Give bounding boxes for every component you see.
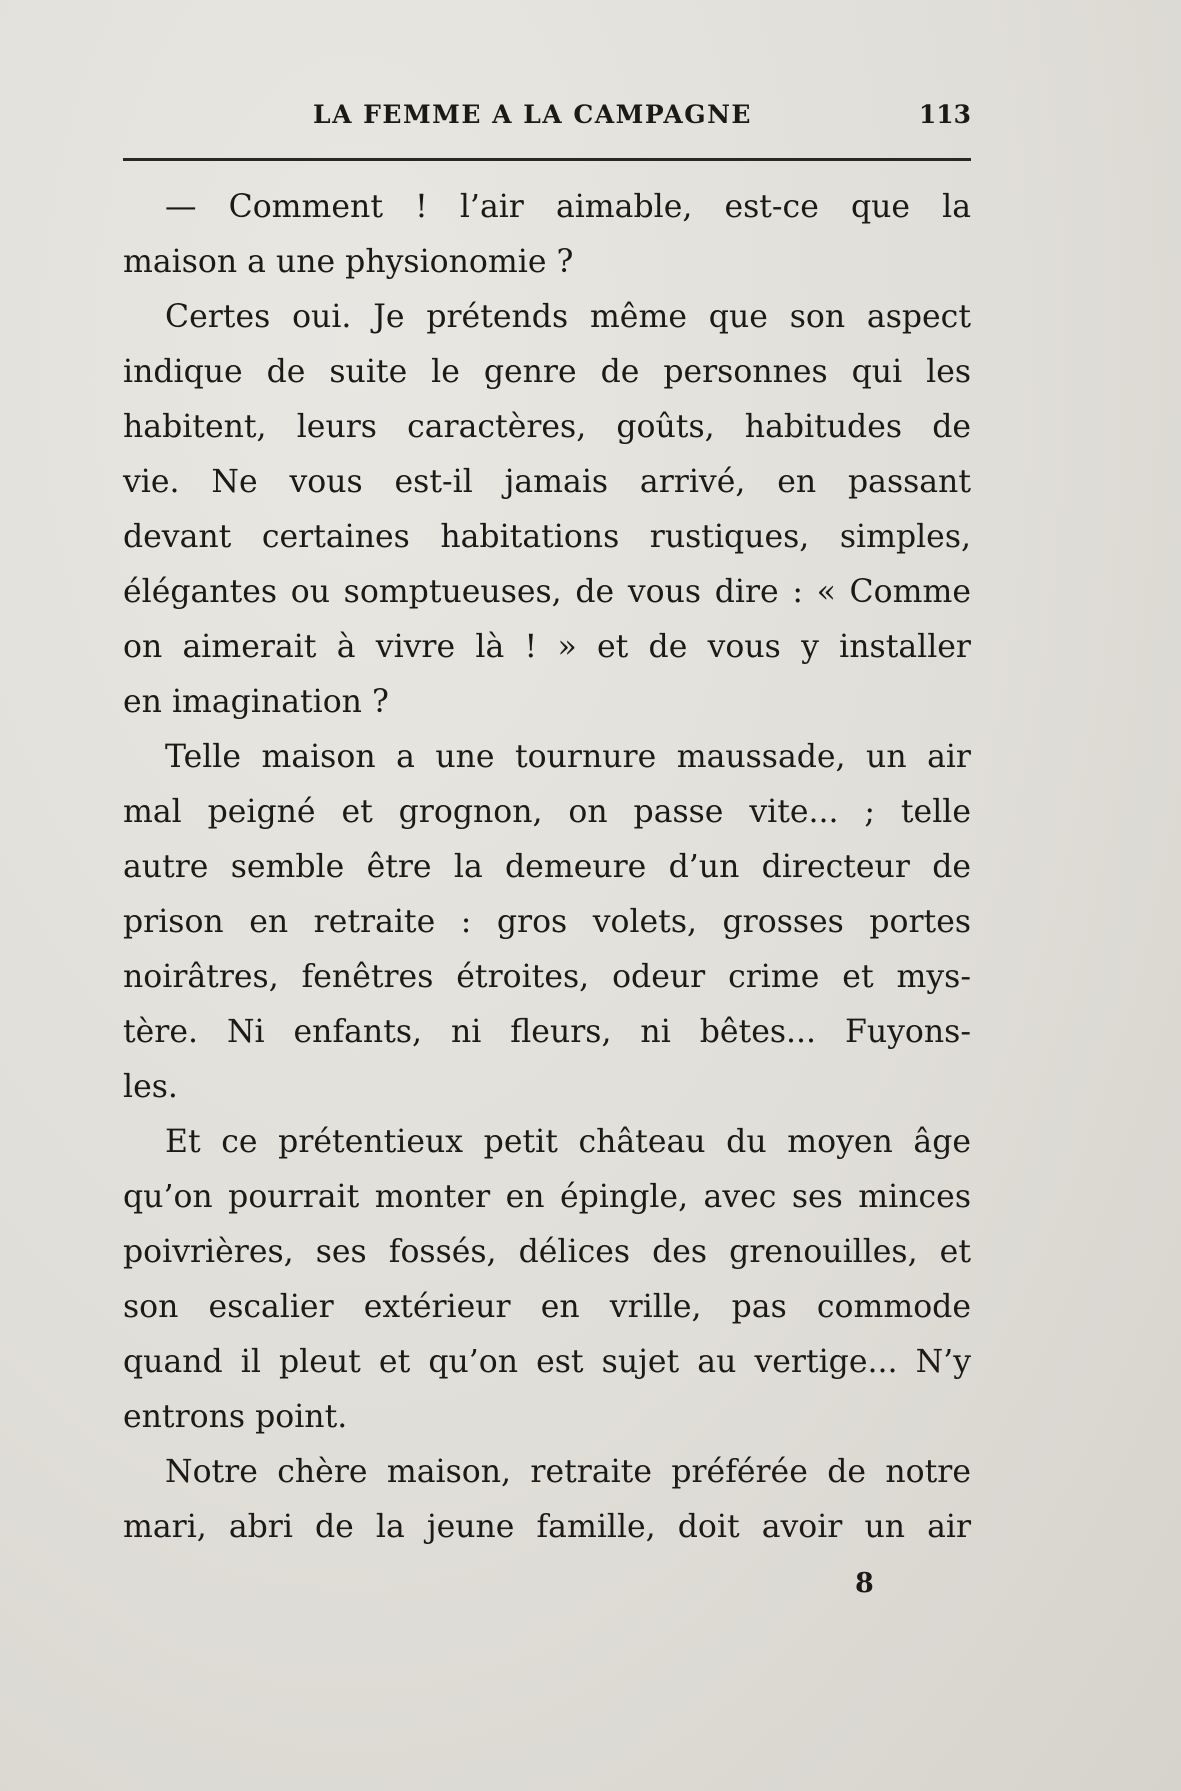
text-line: devant certaines habitations rustiques, simples, — [123, 519, 971, 555]
text-line: on aimerait à vivre là ! » et de vous y installer — [123, 629, 971, 665]
text-line: quand il pleut et qu’on est sujet au vertige... N’y — [123, 1344, 971, 1380]
text-line: Telle maison a une tournure maussade, un air — [165, 739, 971, 775]
running-title: LA FEMME A LA CAMPAGNE — [313, 100, 752, 129]
text-line: mal peigné et grognon, on passe vite... ; telle — [123, 794, 971, 830]
text-line: poivrières, ses fossés, délices des grenouilles, et — [123, 1234, 971, 1270]
page-number: 113 — [918, 100, 971, 129]
text-line: Et ce prétentieux petit château du moyen âge — [165, 1124, 971, 1160]
text-line: son escalier extérieur en vrille, pas commode — [123, 1289, 971, 1325]
text-line: noirâtres, fenêtres étroites, odeur crime et mys- — [123, 959, 971, 995]
text-line: mari, abri de la jeune famille, doit avoir un air — [123, 1509, 971, 1545]
text-line: en imagination ? — [123, 684, 389, 720]
text-line: indique de suite le genre de personnes qui les — [123, 354, 971, 390]
text-line: les. — [123, 1069, 178, 1105]
text-line: autre semble être la demeure d’un directeur de — [123, 849, 971, 885]
text-line: entrons point. — [123, 1399, 348, 1435]
text-line: tère. Ni enfants, ni fleurs, ni bêtes... Fuyons- — [123, 1014, 971, 1050]
text-line: élégantes ou somptueuses, de vous dire : « Comme — [123, 574, 971, 610]
text-line: qu’on pourrait monter en épingle, avec ses minces — [123, 1179, 971, 1215]
header-rule — [123, 158, 971, 161]
signature-mark: 8 — [855, 1568, 874, 1599]
text-line: prison en retraite : gros volets, grosses portes — [123, 904, 971, 940]
text-line: Notre chère maison, retraite préférée de notre — [165, 1454, 971, 1490]
text-line: Certes oui. Je prétends même que son aspect — [165, 299, 971, 335]
text-line: vie. Ne vous est-il jamais arrivé, en passant — [123, 464, 971, 500]
page-header — [123, 100, 971, 140]
text-line: maison a une physionomie ? — [123, 244, 574, 280]
body-text — [123, 180, 971, 1555]
text-line: — Comment ! l’air aimable, est-ce que la — [165, 189, 971, 225]
text-line: habitent, leurs caractères, goûts, habitudes de — [123, 409, 971, 445]
